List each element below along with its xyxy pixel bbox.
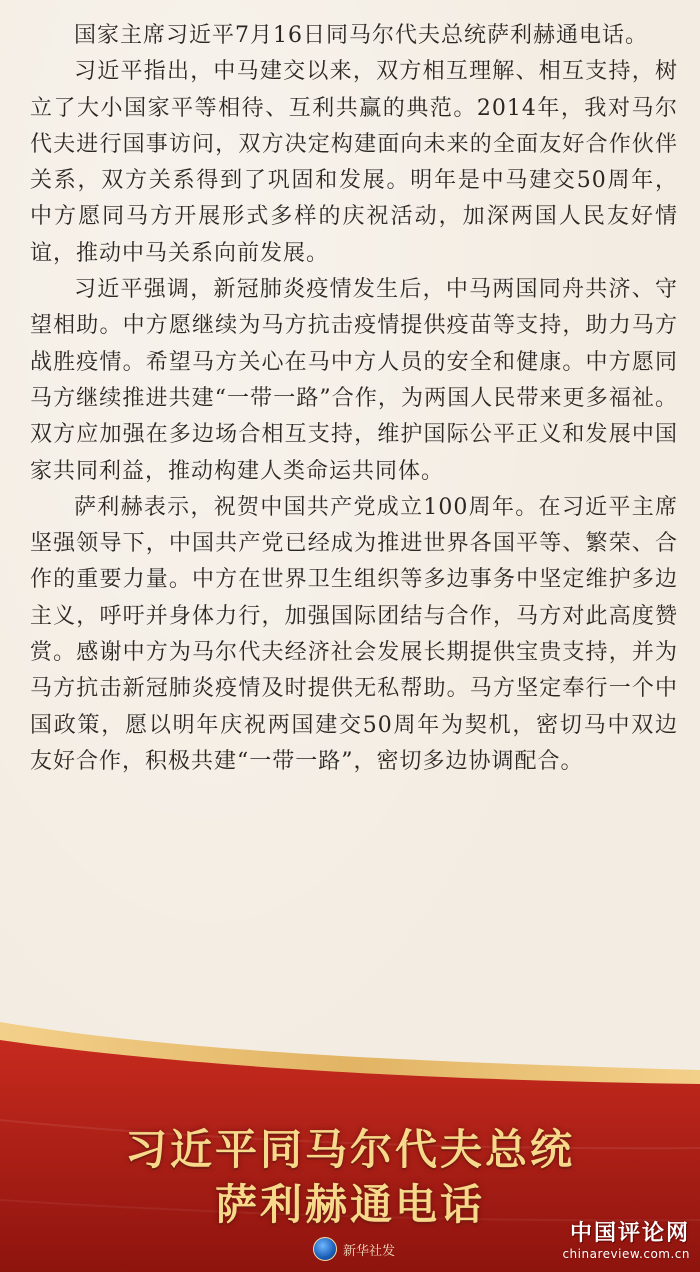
- paragraph-solih-remarks: 萨利赫表示，祝贺中国共产党成立100周年。在习近平主席坚强领导下，中国共产党已经成为推进世界各国平等、繁荣、合作的重要力量。中方在世界卫生组织等多边事务中坚定维护多边主义，呼吁并身体力行，加强国际团结与合作，马方对此高度赞赏。感谢中方为马尔代夫经济社会发展长期提供宝贵支持，并为马方抗击新冠肺炎疫情及时提供无私帮助。马方坚定奉行一个中国政策，愿以明年庆祝两国建交50周年为契机，密切马中双边友好合作，积极共建“一带一路”，密切多边协调配合。: [30, 494, 678, 774]
- article-body: [30, 18, 678, 780]
- headline-line-1: 习近平同马尔代夫总统: [124, 1125, 575, 1174]
- site-watermark: [562, 1216, 690, 1261]
- paragraph-xi-emphasis: 习近平强调，新冠肺炎疫情发生后，中马两国同舟共济、守望相助。中方愿继续为马方抗击疫情提供疫苗等支持，助力马方战胜疫情。希望马方关心在马中方人员的安全和健康。中方愿同马方继续推进共建“一带一路”合作，为两国人民带来更多福祉。双方应加强在多边场合相互支持，维护国际公平正义和发展中国家共同利益，推动构建人类命运共同体。: [30, 277, 678, 484]
- xinhua-logo-icon: [313, 1237, 337, 1261]
- paragraph-intro: 国家主席习近平7月16日同马尔代夫总统萨利赫通电话。: [74, 23, 648, 48]
- watermark-title: 中国评论网: [569, 1221, 690, 1246]
- source-credit: [313, 1236, 395, 1262]
- watermark-url: chinareview.com.cn: [562, 1247, 690, 1261]
- source-label: 新华社发: [343, 1243, 396, 1259]
- headline-line-2: 萨利赫通电话: [214, 1180, 485, 1229]
- paragraph-xi-remarks: 习近平指出，中马建交以来，双方相互理解、相互支持，树立了大小国家平等相待、互利共赢的典范。2014年，我对马尔代夫进行国事访问，双方决定构建面向未来的全面友好合作伙伴关系，双方关系得到了巩固和发展。明年是中马建交50周年，中方愿同马方开展形式多样的庆祝活动，加深两国人民友好情谊，推动中马关系向前发展。: [30, 59, 678, 266]
